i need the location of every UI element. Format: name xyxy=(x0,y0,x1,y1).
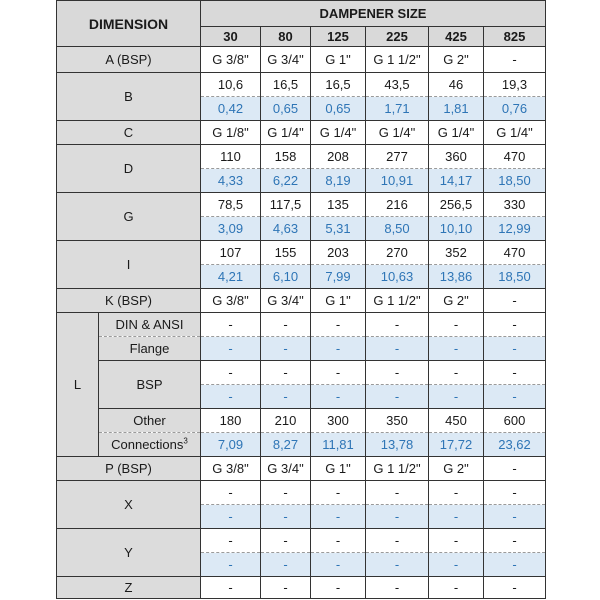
cell-inch: - xyxy=(484,385,546,409)
cell-value: G 3/8" xyxy=(201,47,261,73)
cell-inch: 23,62 xyxy=(484,433,546,457)
cell-inch: - xyxy=(429,553,484,577)
cell-mm: 158 xyxy=(261,145,311,169)
cell-mm: - xyxy=(484,481,546,505)
cell-inch: - xyxy=(201,553,261,577)
cell-inch: 10,63 xyxy=(366,265,429,289)
cell-value: G 1 1/2" xyxy=(366,289,429,313)
row-label: D xyxy=(57,145,201,193)
cell-mm: 46 xyxy=(429,73,484,97)
cell-inch: - xyxy=(429,337,484,361)
cell-inch: - xyxy=(484,553,546,577)
cell-mm: - xyxy=(484,313,546,337)
cell-value: G 2" xyxy=(429,457,484,481)
cell-value: - xyxy=(201,577,261,599)
cell-mm: - xyxy=(366,313,429,337)
cell-value: G 3/4" xyxy=(261,289,311,313)
cell-inch: - xyxy=(201,337,261,361)
cell-value: G 3/8" xyxy=(201,457,261,481)
cell-value: G 1/8" xyxy=(201,121,261,145)
cell-mm: - xyxy=(311,313,366,337)
cell-mm: 135 xyxy=(311,193,366,217)
cell-inch: - xyxy=(261,385,311,409)
cell-inch: 11,81 xyxy=(311,433,366,457)
row-i-mm xyxy=(57,241,546,265)
cell-mm: 277 xyxy=(366,145,429,169)
footnote-marker: 3 xyxy=(183,436,188,446)
dimension-header: DIMENSION xyxy=(57,1,201,47)
cell-mm: 450 xyxy=(429,409,484,433)
row-l-other-in xyxy=(57,433,546,457)
cell-inch: 8,50 xyxy=(366,217,429,241)
cell-mm: 19,3 xyxy=(484,73,546,97)
cell-mm: 110 xyxy=(201,145,261,169)
cell-inch: 13,86 xyxy=(429,265,484,289)
cell-mm: - xyxy=(261,529,311,553)
cell-mm: 600 xyxy=(484,409,546,433)
row-label: K (BSP) xyxy=(57,289,201,313)
cell-inch: - xyxy=(201,505,261,529)
cell-inch: 17,72 xyxy=(429,433,484,457)
sub-label-other-line1: Other xyxy=(99,409,201,433)
cell-inch: 6,22 xyxy=(261,169,311,193)
sub-label-bsp: BSP xyxy=(99,361,201,409)
row-k xyxy=(57,289,546,313)
row-label: I xyxy=(57,241,201,289)
cell-mm: - xyxy=(311,481,366,505)
size-header: 425 xyxy=(429,27,484,47)
cell-mm: - xyxy=(311,529,366,553)
cell-value: G 3/8" xyxy=(201,289,261,313)
cell-value: G 1" xyxy=(311,289,366,313)
cell-mm: 470 xyxy=(484,145,546,169)
sub-label-din-line1: DIN & ANSI xyxy=(99,313,201,337)
cell-inch: - xyxy=(366,505,429,529)
cell-inch: 0,65 xyxy=(261,97,311,121)
row-l-din-mm xyxy=(57,313,546,337)
cell-inch: 1,81 xyxy=(429,97,484,121)
row-label: G xyxy=(57,193,201,241)
cell-value: G 1" xyxy=(311,457,366,481)
cell-mm: 350 xyxy=(366,409,429,433)
cell-mm: 180 xyxy=(201,409,261,433)
row-d-mm xyxy=(57,145,546,169)
cell-value: G 1 1/2" xyxy=(366,47,429,73)
cell-mm: 210 xyxy=(261,409,311,433)
cell-inch: 6,10 xyxy=(261,265,311,289)
cell-value: - xyxy=(484,47,546,73)
cell-inch: - xyxy=(311,505,366,529)
cell-inch: 0,42 xyxy=(201,97,261,121)
cell-mm: - xyxy=(366,529,429,553)
row-z xyxy=(57,577,546,599)
cell-value: G 1/4" xyxy=(484,121,546,145)
row-label: P (BSP) xyxy=(57,457,201,481)
dimension-sheet xyxy=(56,0,545,600)
cell-inch: 0,65 xyxy=(311,97,366,121)
cell-value: G 3/4" xyxy=(261,457,311,481)
row-label: C xyxy=(57,121,201,145)
cell-mm: 330 xyxy=(484,193,546,217)
cell-value: G 1 1/2" xyxy=(366,457,429,481)
cell-mm: 352 xyxy=(429,241,484,265)
cell-inch: - xyxy=(261,553,311,577)
size-header: 30 xyxy=(201,27,261,47)
row-g-mm xyxy=(57,193,546,217)
cell-inch: 10,91 xyxy=(366,169,429,193)
cell-value: - xyxy=(366,577,429,599)
row-label: Z xyxy=(57,577,201,599)
cell-mm: - xyxy=(261,481,311,505)
cell-inch: - xyxy=(311,385,366,409)
row-l-din-in xyxy=(57,337,546,361)
cell-mm: - xyxy=(201,313,261,337)
sub-label-other-line2 xyxy=(99,433,201,457)
cell-mm: - xyxy=(261,361,311,385)
size-header: 80 xyxy=(261,27,311,47)
cell-inch: - xyxy=(261,337,311,361)
cell-mm: 360 xyxy=(429,145,484,169)
cell-inch: - xyxy=(366,385,429,409)
row-c xyxy=(57,121,546,145)
cell-value: G 1/4" xyxy=(429,121,484,145)
cell-inch: 10,10 xyxy=(429,217,484,241)
cell-inch: 4,21 xyxy=(201,265,261,289)
row-label-l: L xyxy=(57,313,99,457)
cell-mm: 270 xyxy=(366,241,429,265)
cell-inch: 1,71 xyxy=(366,97,429,121)
cell-inch: - xyxy=(484,337,546,361)
cell-inch: 18,50 xyxy=(484,265,546,289)
cell-mm: 78,5 xyxy=(201,193,261,217)
cell-value: G 1" xyxy=(311,47,366,73)
row-x-mm xyxy=(57,481,546,505)
cell-mm: 203 xyxy=(311,241,366,265)
cell-inch: - xyxy=(429,505,484,529)
cell-value: G 2" xyxy=(429,289,484,313)
cell-inch: - xyxy=(429,385,484,409)
cell-inch: 3,09 xyxy=(201,217,261,241)
cell-value: - xyxy=(484,289,546,313)
row-b-mm xyxy=(57,73,546,97)
row-label: X xyxy=(57,481,201,529)
cell-inch: 14,17 xyxy=(429,169,484,193)
cell-mm: 16,5 xyxy=(311,73,366,97)
cell-mm: - xyxy=(429,313,484,337)
sub-label-other-text: Connections xyxy=(111,437,184,452)
cell-mm: - xyxy=(366,361,429,385)
cell-inch: 5,31 xyxy=(311,217,366,241)
cell-mm: - xyxy=(429,481,484,505)
row-label: A (BSP) xyxy=(57,47,201,73)
cell-inch: 13,78 xyxy=(366,433,429,457)
cell-mm: - xyxy=(261,313,311,337)
cell-value: - xyxy=(484,577,546,599)
cell-mm: 117,5 xyxy=(261,193,311,217)
cell-value: G 2" xyxy=(429,47,484,73)
cell-value: - xyxy=(311,577,366,599)
cell-value: - xyxy=(484,457,546,481)
row-l-other-mm xyxy=(57,409,546,433)
cell-inch: - xyxy=(201,385,261,409)
row-y-mm xyxy=(57,529,546,553)
cell-value: G 3/4" xyxy=(261,47,311,73)
cell-mm: 208 xyxy=(311,145,366,169)
cell-value: - xyxy=(261,577,311,599)
row-a xyxy=(57,47,546,73)
cell-mm: - xyxy=(429,361,484,385)
cell-inch: 4,33 xyxy=(201,169,261,193)
row-label: B xyxy=(57,73,201,121)
cell-inch: 7,99 xyxy=(311,265,366,289)
cell-value: G 1/4" xyxy=(261,121,311,145)
cell-inch: - xyxy=(261,505,311,529)
cell-mm: - xyxy=(201,529,261,553)
sub-label-din-line2: Flange xyxy=(99,337,201,361)
header-row-1 xyxy=(57,1,546,27)
cell-mm: - xyxy=(366,481,429,505)
cell-mm: 216 xyxy=(366,193,429,217)
cell-inch: 8,27 xyxy=(261,433,311,457)
cell-mm: - xyxy=(201,361,261,385)
cell-inch: - xyxy=(311,337,366,361)
cell-inch: - xyxy=(311,553,366,577)
cell-mm: 107 xyxy=(201,241,261,265)
dimension-table xyxy=(56,0,546,599)
cell-value: G 1/4" xyxy=(366,121,429,145)
cell-inch: 7,09 xyxy=(201,433,261,457)
cell-value: - xyxy=(429,577,484,599)
cell-mm: 470 xyxy=(484,241,546,265)
cell-inch: 0,76 xyxy=(484,97,546,121)
row-label: Y xyxy=(57,529,201,577)
cell-mm: - xyxy=(429,529,484,553)
row-p xyxy=(57,457,546,481)
cell-mm: 16,5 xyxy=(261,73,311,97)
cell-mm: 155 xyxy=(261,241,311,265)
cell-inch: - xyxy=(366,337,429,361)
cell-value: G 1/4" xyxy=(311,121,366,145)
cell-mm: 256,5 xyxy=(429,193,484,217)
cell-inch: - xyxy=(484,505,546,529)
cell-mm: - xyxy=(201,481,261,505)
cell-inch: - xyxy=(366,553,429,577)
cell-inch: 8,19 xyxy=(311,169,366,193)
cell-mm: - xyxy=(484,361,546,385)
size-header: 825 xyxy=(484,27,546,47)
cell-mm: - xyxy=(311,361,366,385)
cell-mm: 10,6 xyxy=(201,73,261,97)
cell-inch: 12,99 xyxy=(484,217,546,241)
cell-inch: 18,50 xyxy=(484,169,546,193)
cell-inch: 4,63 xyxy=(261,217,311,241)
dampener-size-header: DAMPENER SIZE xyxy=(201,1,546,27)
row-l-bsp-mm xyxy=(57,361,546,385)
size-header: 225 xyxy=(366,27,429,47)
cell-mm: 43,5 xyxy=(366,73,429,97)
size-header: 125 xyxy=(311,27,366,47)
cell-mm: 300 xyxy=(311,409,366,433)
cell-mm: - xyxy=(484,529,546,553)
